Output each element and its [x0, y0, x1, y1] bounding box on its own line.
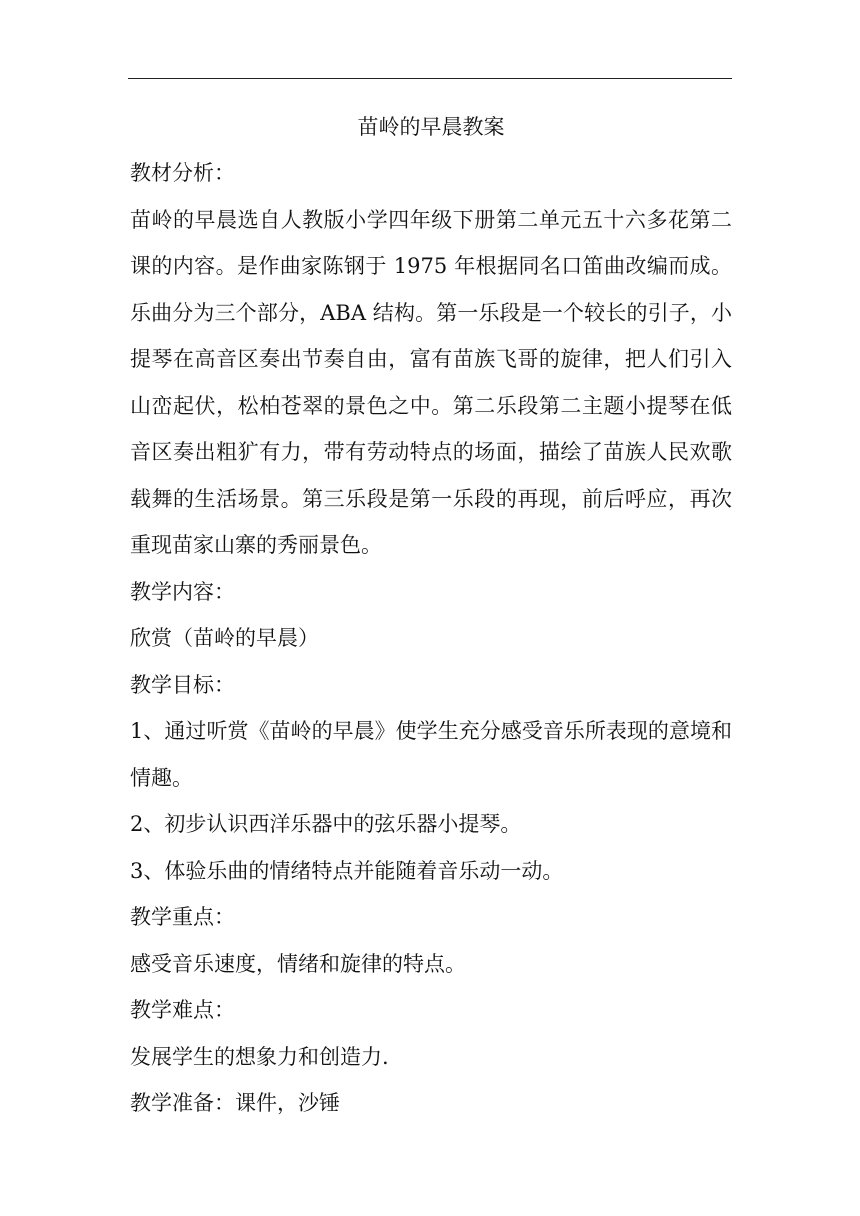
document-title: 苗岭的早晨教案 [357, 115, 505, 139]
difficulties-text: 发展学生的想象力和创造力. [130, 1044, 389, 1069]
goal-item-3: 3、体验乐曲的情绪特点并能随着音乐动一动。 [130, 858, 564, 883]
document-body [130, 104, 732, 1127]
goal-item-1: 1、通过听赏《苗岭的早晨》使学生充分感受音乐所表现的意境和情趣。 [130, 719, 732, 790]
goal-item-2: 2、初步认识西洋乐器中的弦乐器小提琴。 [130, 812, 522, 836]
key-points-heading: 教学重点： [130, 905, 235, 929]
content-text: 欣赏（苗岭的早晨） [130, 626, 319, 650]
key-points-text: 感受音乐速度，情绪和旋律的特点。 [130, 951, 466, 976]
analysis-heading: 教材分析： [130, 161, 235, 185]
analysis-paragraph: 苗岭的早晨选自人教版小学四年级下册第二单元五十六多花第二课的内容。是作曲家陈钢于 1975 年根据同名口笛曲改编而成。乐曲分为三个部分，ABA 结构。第一乐段是一个较长的引子，小提琴在高音区奏出节奏自由，富有苗族飞哥的旋律，把人们引入山峦起伏，松柏苍翠的景色之中。第二乐段第二主题小提琴在低音区奏出粗犷有力，带有劳动特点的场面，描绘了苗族人民欢歌载舞的生活场景。第三乐段是第一乐段的再现，前后呼应，再次重现苗家山寨的秀丽景色。 [130, 207, 732, 557]
difficulties-heading: 教学难点： [130, 998, 235, 1022]
goals-heading: 教学目标： [130, 672, 235, 697]
header-rule [128, 78, 732, 79]
content-heading: 教学内容： [130, 579, 235, 604]
preparation-text: 教学准备：课件，沙锤 [130, 1091, 340, 1115]
